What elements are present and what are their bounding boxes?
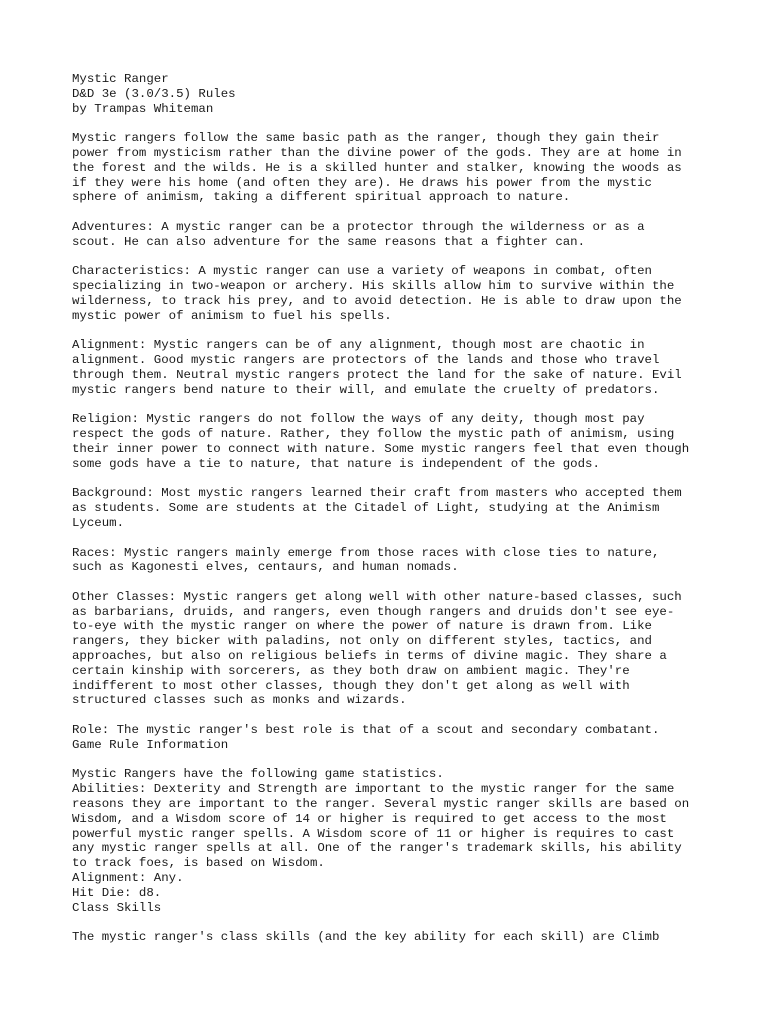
document-page: [72, 72, 712, 960]
background-paragraph: Background: Most mystic rangers learned their craft from masters who accepted them as students. Some are students at the Citadel of Light, studying at the Animism Lyceum.: [72, 486, 682, 530]
class-skills-paragraph: The mystic ranger's class skills (and the key ability for each skill) are Climb: [72, 930, 660, 945]
game-rule-heading: Game Rule Information: [72, 737, 229, 752]
other-classes-paragraph: Other Classes: Mystic rangers get along well with other nature-based classes, such as barbarians, druids, and rangers, even though rangers and druids don't see eye- to-eye with the mystic ranger on where the power of nature is drawn from. Like rangers, they bicker with paladins, not only on different styles, tactics, and approaches, but also on religious beliefs in terms of divine magic. They share a certain kinship with sorcerers, as they both draw on ambient magic. They're indifferent to most other classes, though they don't get along as well with structured classes such as monks and wizards.: [72, 589, 682, 708]
document-header: [72, 72, 712, 116]
hit-die-stat: Hit Die: d8.: [72, 885, 162, 900]
abilities-paragraph: Abilities: Dexterity and Strength are important to the mystic ranger for the same reasons they are important to the ranger. Several mystic ranger skills are based on Wisdom, and a Wisdom score of 14 or higher is required to get access to the most powerful mystic ranger spells. A Wisdom score of 11 or higher is requires to cast any mystic ranger spells at all. One of the ranger's trademark skills, his ability to track foes, is based on Wisdom.: [72, 782, 690, 871]
class-skills-heading: Class Skills: [72, 900, 162, 915]
races-paragraph: Races: Mystic rangers mainly emerge from those races with close ties to nature, such as Kagonesti elves, centaurs, and human nomads.: [72, 545, 660, 575]
alignment-stat: Alignment: Any.: [72, 871, 184, 886]
religion-paragraph: Religion: Mystic rangers do not follow the ways of any deity, though most pay respect the gods of nature. Rather, they follow the mystic path of animism, using their inner power to connect with nature. Some mystic rangers feel that even though some gods have a tie to nature, that nature is independent of the gods.: [72, 412, 690, 471]
alignment-paragraph: Alignment: Mystic rangers can be of any alignment, though most are chaotic in alignment. Good mystic rangers are protectors of the lands and those who travel through them. Neutral mystic rangers protect the land for the sake of nature. Evil mystic rangers bend nature to their will, and emulate the cruelty of predators.: [72, 338, 682, 397]
stats-intro: Mystic Rangers have the following game statistics.: [72, 767, 444, 782]
characteristics-paragraph: Characteristics: A mystic ranger can use a variety of weapons in combat, often specializing in two-weapon or archery. His skills allow him to survive within the wilderness, to track his prey, and to avoid detection. He is able to draw upon the mystic power of animism to fuel his spells.: [72, 264, 682, 323]
edition-line: D&D 3e (3.0/3.5) Rules: [72, 86, 236, 101]
adventures-paragraph: Adventures: A mystic ranger can be a protector through the wilderness or as a scout. He can also adventure for the same reasons that a fighter can.: [72, 219, 645, 249]
document-title: Mystic Ranger: [72, 72, 169, 86]
role-paragraph: Role: The mystic ranger's best role is that of a scout and secondary combatant.: [72, 723, 660, 738]
author-line: by Trampas Whiteman: [72, 101, 214, 116]
intro-paragraph: Mystic rangers follow the same basic path as the ranger, though they gain their power from mysticism rather than the divine power of the gods. They are at home in the forest and the wilds. He is a skilled hunter and stalker, knowing the woods as if they were his home (and often they are). He draws his power from the mystic sphere of animism, taking a different spiritual approach to nature.: [72, 131, 682, 205]
